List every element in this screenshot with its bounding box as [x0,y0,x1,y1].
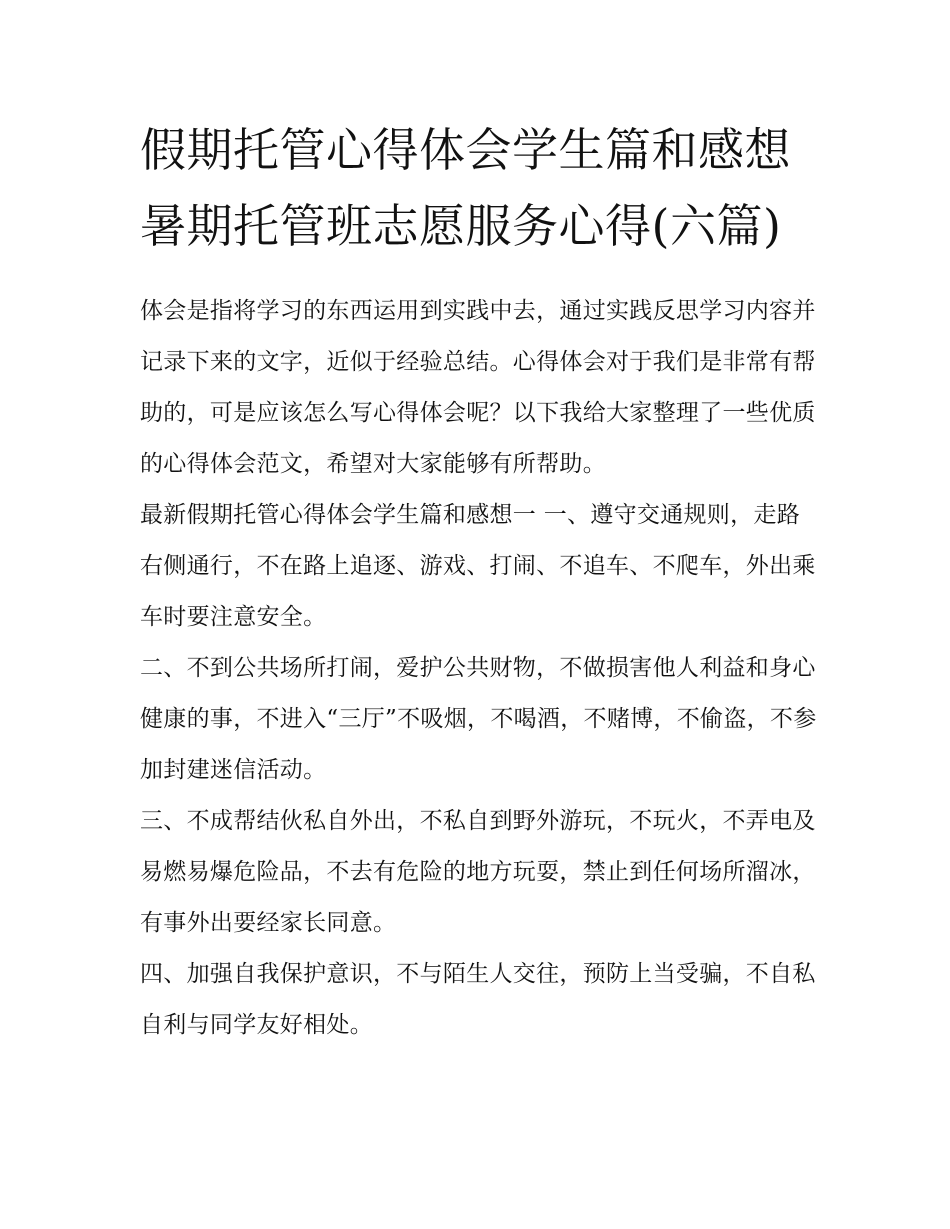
paragraph-rule-1: 最新假期托管心得体会学生篇和感想一 一、遵守交通规则，走路右侧通行，不在路上追逐、游戏、打闹、不追车、不爬车，外出乘车时要注意安全。 [140,502,816,630]
paragraph-rule-2: 二、不到公共场所打闹，爱护公共财物，不做损害他人利益和身心健康的事，不进入“三厅”不吸烟，不喝酒，不赌博，不偷盗，不参加封建迷信活动。 [140,655,817,783]
document-body [140,112,820,1051]
paragraph-rule-3: 三、不成帮结伙私自外出，不私自到野外游玩，不玩火，不弄电及易燃易爆危险品，不去有危险的地方玩耍，禁止到任何场所溜冰，有事外出要经家长同意。 [140,808,816,936]
document-title: 假期托管心得体会学生篇和感想 暑期托管班志愿服务心得(六篇) [140,123,791,253]
paragraph-intro: 体会是指将学习的东西运用到实践中去，通过实践反思学习内容并记录下来的文字，近似于经验总结。心得体会对于我们是非常有帮助的，可是应该怎么写心得体会呢？以下我给大家整理了一些优质的心得体会范文，希望对大家能够有所帮助。 [140,298,816,477]
paragraph-rule-4: 四、加强自我保护意识，不与陌生人交往，预防上当受骗，不自私自利与同学友好相处。 [140,961,816,1038]
